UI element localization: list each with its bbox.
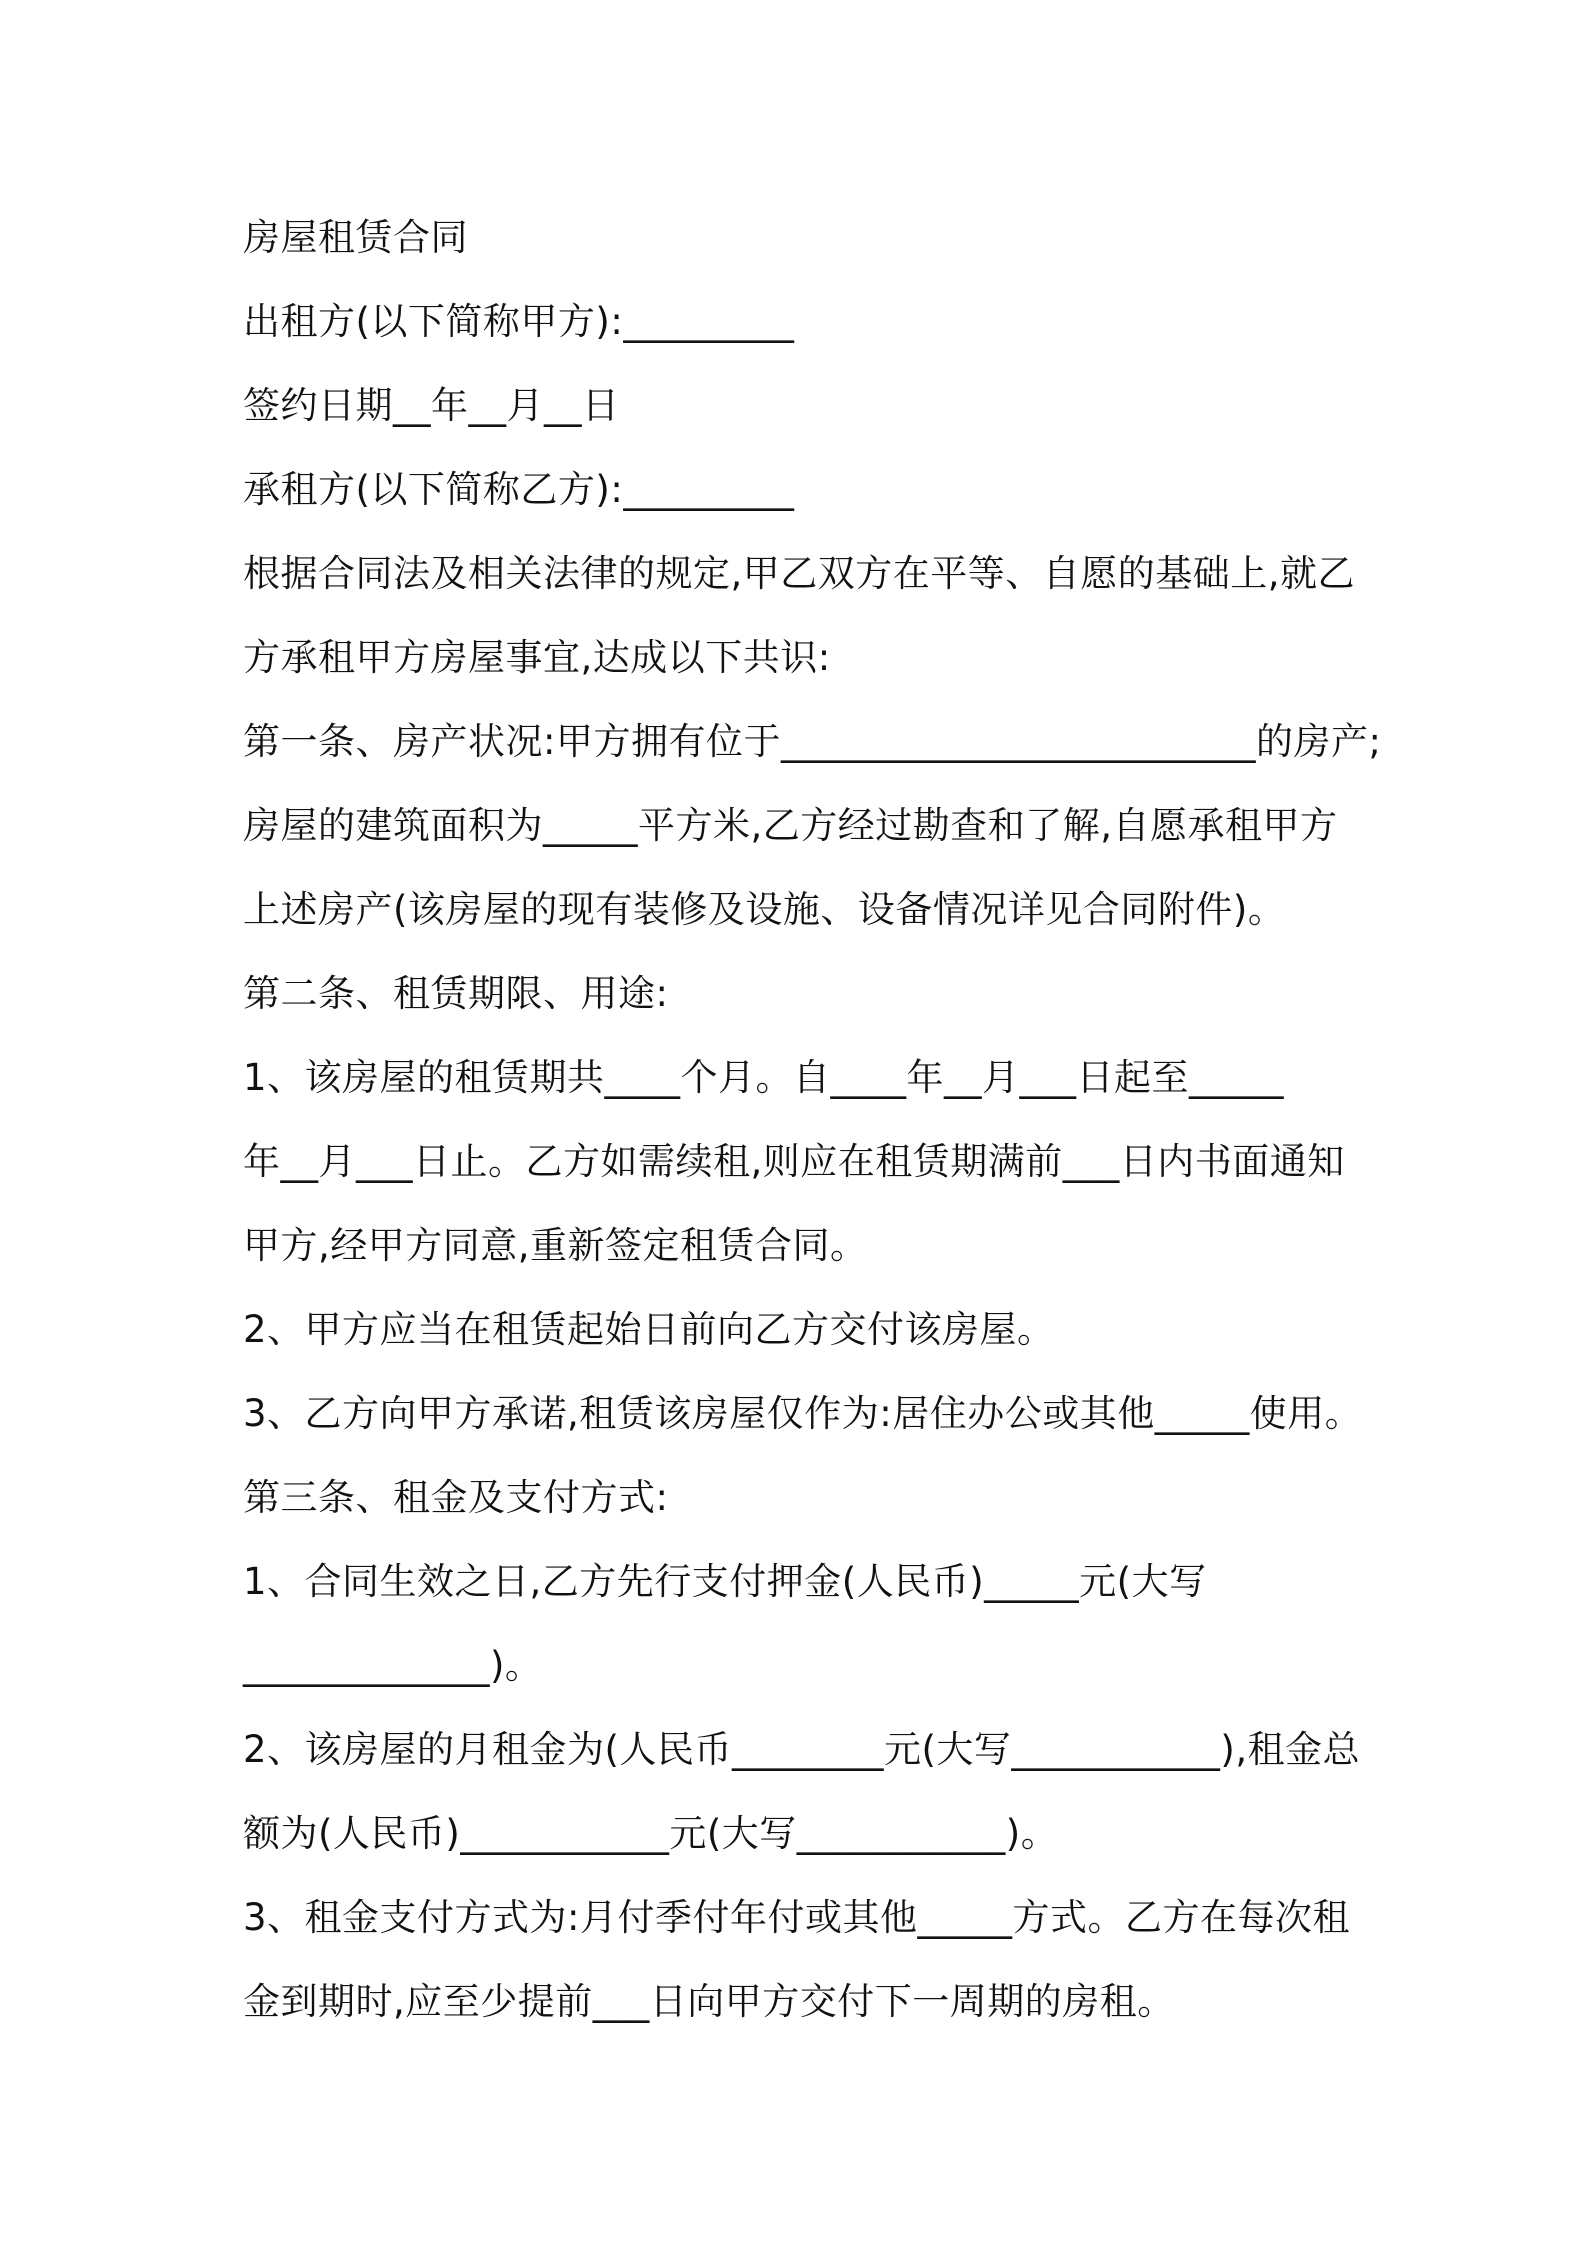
lessor-line: 出租方(以下简称甲方):_________ [243,300,795,343]
article-3-item-2-line-1: 2、该房屋的月租金为(人民币________元(大写___________),租金总 [243,1728,1361,1771]
contract-body [243,196,1382,2044]
preamble-line-1: 根据合同法及相关法律的规定,甲乙双方在平等、自愿的基础上,就乙 [243,552,1356,595]
article-2-heading: 第二条、租赁期限、用途: [243,972,669,1015]
signing-date-line: 签约日期__年__月__日 [243,384,620,427]
article-1-line-2: 房屋的建筑面积为_____平方米,乙方经过勘查和了解,自愿承租甲方 [243,804,1338,847]
article-3-item-3-line-2: 金到期时,应至少提前___日向甲方交付下一周期的房租。 [243,1980,1175,2023]
article-2-item-2: 2、甲方应当在租赁起始日前向乙方交付该房屋。 [243,1308,1055,1351]
article-2-item-1-line-3: 甲方,经甲方同意,重新签定租赁合同。 [243,1224,868,1267]
contract-title: 房屋租赁合同 [243,216,468,259]
article-2-item-1-line-2: 年__月___日止。乙方如需续租,则应在租赁期满前___日内书面通知 [243,1140,1345,1183]
article-3-heading: 第三条、租金及支付方式: [243,1476,669,1519]
article-1-line-3: 上述房产(该房屋的现有装修及设施、设备情况详见合同附件)。 [243,888,1286,931]
article-2-item-3: 3、乙方向甲方承诺,租赁该房屋仅作为:居住办公或其他_____使用。 [243,1392,1363,1435]
article-3-item-1-line-1: 1、合同生效之日,乙方先行支付押金(人民币)_____元(大写 [243,1560,1207,1603]
article-1-line-1: 第一条、房产状况:甲方拥有位于_________________________的房产; [243,720,1382,763]
article-2-item-1-line-1: 1、该房屋的租赁期共____个月。自____年__月___日起至_____ [243,1056,1285,1099]
lessee-line: 承租方(以下简称乙方):_________ [243,468,795,511]
article-3-item-1-line-2: _____________)。 [243,1644,543,1687]
preamble-line-2: 方承租甲方房屋事宜,达成以下共识: [243,636,831,679]
article-3-item-3-line-1: 3、租金支付方式为:月付季付年付或其他_____方式。乙方在每次租 [243,1896,1351,1939]
article-3-item-2-line-2: 额为(人民币)___________元(大写___________)。 [243,1812,1059,1855]
